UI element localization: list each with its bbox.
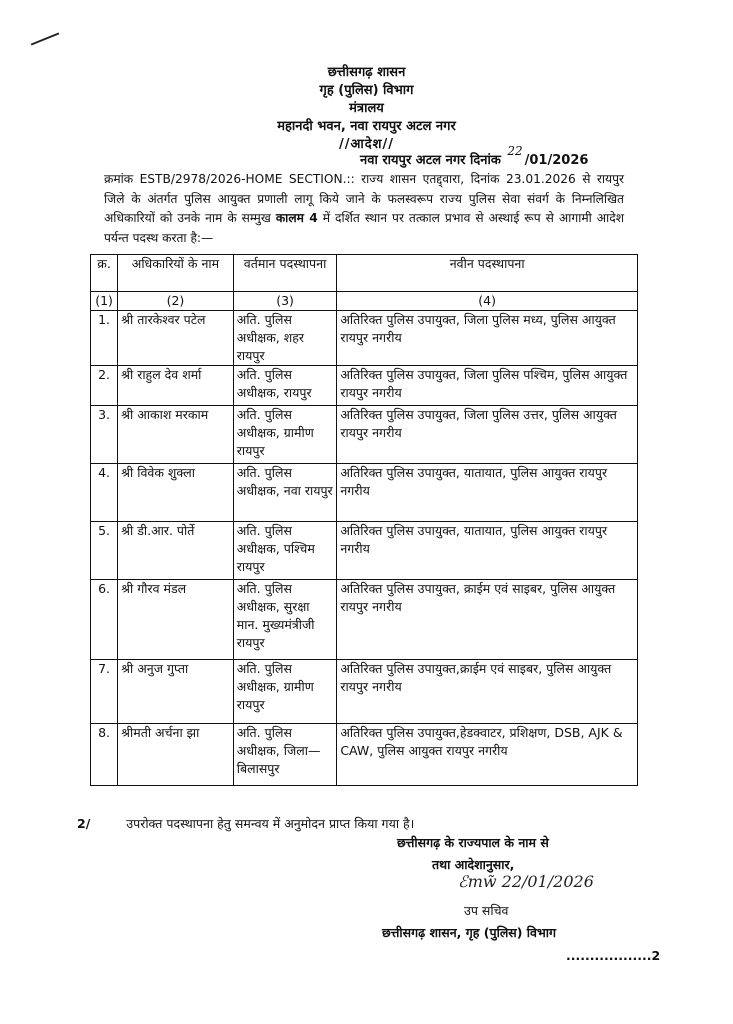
col-number: (4) xyxy=(337,292,638,311)
header-ministry: मंत्रालय xyxy=(349,101,384,116)
signature-department: छत्तीसगढ़ शासन, गृह (पुलिस) विभाग xyxy=(382,925,557,940)
row-current-posting: अति. पुलिस अधीक्षक, जिला—बिलासपुर xyxy=(233,724,337,786)
header-order-title: //आदेश// xyxy=(338,137,395,152)
header-serial: क्र. xyxy=(91,255,118,292)
row-serial: 8. xyxy=(91,724,118,786)
row-new-posting: अतिरिक्त पुलिस उपायुक्त, क्राईम एवं साइबर, पुलिस आयुक्त रायपुर नगरीय xyxy=(337,580,638,660)
header-new-posting: नवीन पदस्थापना xyxy=(337,255,638,292)
row-officer-name: श्री गौरव मंडल xyxy=(118,580,234,660)
table-number-row xyxy=(91,292,638,311)
table-row xyxy=(91,406,638,464)
row-current-posting: अति. पुलिस अधीक्षक, ग्रामीण रायपुर xyxy=(233,406,337,464)
col-number: (2) xyxy=(118,292,234,311)
row-officer-name: श्री तारकेश्वर पटेल xyxy=(118,311,234,366)
dateline-day: 22 xyxy=(507,144,523,158)
row-serial: 2. xyxy=(91,366,118,406)
header-address: महानदी भवन, नवा रायपुर अटल नगर xyxy=(277,119,456,134)
dateline-month-year: /01/2026 xyxy=(524,153,589,168)
col-number: (3) xyxy=(233,292,337,311)
row-current-posting: अति. पुलिस अधीक्षक, ग्रामीण रायपुर xyxy=(233,660,337,724)
order-dateline xyxy=(360,144,589,168)
para-2-number: 2/ xyxy=(77,816,91,831)
row-current-posting: अति. पुलिस अधीक्षक, सुरक्षा मान. मुख्यमंत्रीजी रायपुर xyxy=(233,580,337,660)
table-row xyxy=(91,522,638,580)
table-row xyxy=(91,724,638,786)
signature-order: तथा आदेशानुसार, xyxy=(432,857,515,872)
row-serial: 4. xyxy=(91,464,118,522)
intro-text-2: में दर्शित स्थान पर तत्काल प्रभाव से अस्थाई रूप से आगामी आदेश पर्यन्त पदस्थ करता है:— xyxy=(104,211,625,245)
signature-date: 22/01/2026 xyxy=(501,872,594,891)
row-serial: 5. xyxy=(91,522,118,580)
row-serial: 7. xyxy=(91,660,118,724)
row-current-posting: अति. पुलिस अधीक्षक, पश्चिम रायपुर xyxy=(233,522,337,580)
row-officer-name: श्री डी.आर. पोर्ते xyxy=(118,522,234,580)
row-new-posting: अतिरिक्त पुलिस उपायुक्त, जिला पुलिस मध्य, पुलिस आयुक्त रायपुर नगरीय xyxy=(337,311,638,366)
signature-scribble: ℰmw̃ xyxy=(458,872,497,891)
dateline-prefix: नवा रायपुर अटल नगर दिनांक xyxy=(360,153,501,168)
row-new-posting: अतिरिक्त पुलिस उपायुक्त,क्राईम एवं साइबर, पुलिस आयुक्त रायपुर नगरीय xyxy=(337,660,638,724)
intro-bold-column: कालम 4 xyxy=(275,211,318,225)
para-2-text: उपरोक्त पदस्थापना हेतु समन्वय में अनुमोदन प्राप्त किया गया है। xyxy=(126,816,415,831)
pen-mark xyxy=(31,32,60,45)
row-new-posting: अतिरिक्त पुलिस उपायुक्त, जिला पुलिस उत्तर, पुलिस आयुक्त रायपुर नगरीय xyxy=(337,406,638,464)
row-new-posting: अतिरिक्त पुलिस उपायुक्त, जिला पुलिस पश्चिम, पुलिस आयुक्त रायपुर नगरीय xyxy=(337,366,638,406)
intro-text-1: क्रमांक ESTB/2978/2026-HOME SECTION.:: राज्य शासन एतद्द्वारा, दिनांक 23.01.2026 से रायपुर जिले के अंतर्गत पुलिस आयुक्त प्रणाली लागू किये जाने के फलस्वरूप राज्य पुलिस सेवा संवर्ग के निम्नलिखित अधिकारियों को उनके नाम के सम्मुख xyxy=(104,172,624,225)
row-officer-name: श्री अनुज गुप्ता xyxy=(118,660,234,724)
col-number: (1) xyxy=(91,292,118,311)
row-officer-name: श्री राहुल देव शर्मा xyxy=(118,366,234,406)
handwritten-signature xyxy=(458,872,594,891)
table-row xyxy=(91,366,638,406)
header-current-posting: वर्तमान पदस्थापना xyxy=(233,255,337,292)
row-current-posting: अति. पुलिस अधीक्षक, रायपुर xyxy=(233,366,337,406)
table-row xyxy=(91,660,638,724)
table-row xyxy=(91,311,638,366)
row-serial: 1. xyxy=(91,311,118,366)
row-officer-name: श्री आकाश मरकाम xyxy=(118,406,234,464)
row-serial: 3. xyxy=(91,406,118,464)
page-continuation-marker: ..................2 xyxy=(566,948,661,963)
table-header-row xyxy=(91,255,638,292)
row-new-posting: अतिरिक्त पुलिस उपायुक्त, यातायात, पुलिस आयुक्त रायपुर नगरीय xyxy=(337,522,638,580)
header-officer-name: अधिकारियों के नाम xyxy=(118,255,234,292)
row-new-posting: अतिरिक्त पुलिस उपायुक्त, यातायात, पुलिस आयुक्त रायपुर नगरीय xyxy=(337,464,638,522)
row-officer-name: श्री विवेक शुक्ला xyxy=(118,464,234,522)
signature-authority: छत्तीसगढ़ के राज्यपाल के नाम से xyxy=(397,835,549,850)
row-current-posting: अति. पुलिस अधीक्षक, शहर रायपुर xyxy=(233,311,337,366)
signature-designation: उप सचिव xyxy=(464,903,509,918)
row-officer-name: श्रीमती अर्चना झा xyxy=(118,724,234,786)
row-serial: 6. xyxy=(91,580,118,660)
row-current-posting: अति. पुलिस अधीक्षक, नवा रायपुर xyxy=(233,464,337,522)
table-row xyxy=(91,580,638,660)
row-new-posting: अतिरिक्त पुलिस उपायुक्त,हेडक्वाटर, प्रशिक्षण, DSB, AJK & CAW, पुलिस आयुक्त रायपुर नगरीय xyxy=(337,724,638,786)
table-row xyxy=(91,464,638,522)
header-department: गृह (पुलिस) विभाग xyxy=(319,83,414,98)
intro-paragraph xyxy=(104,170,624,248)
header-government: छत्तीसगढ़ शासन xyxy=(327,65,406,80)
para-2 xyxy=(77,815,414,832)
posting-table xyxy=(90,254,638,786)
